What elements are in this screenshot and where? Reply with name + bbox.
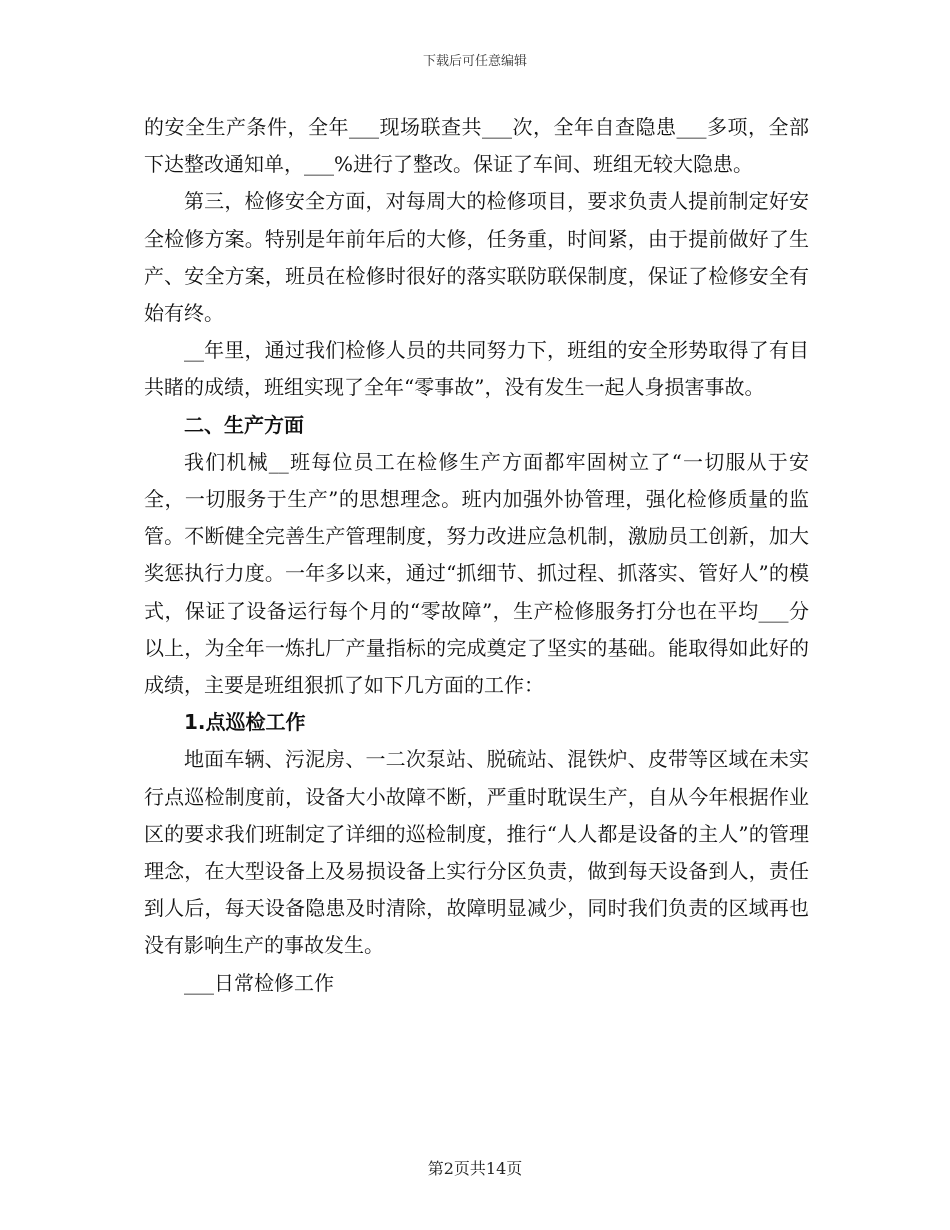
subheading-daily-maintenance: ___日常检修工作	[184, 970, 334, 995]
subheading-patrol-inspection: 1.点巡检工作	[184, 710, 306, 735]
document-body	[144, 109, 809, 1002]
page-header-note: 下载后可任意编辑	[422, 54, 527, 69]
paragraph-production: 我们机械__班每位员工在检修生产方面都牢固树立了“一切服从于安全，一切服务于生产”的思想理念。班内加强外协管理，强化检修质量的监管。不断健全完善生产管理制度，努力改进应急机制，激励员工创新，加大奖惩执行力度。一年多以来，通过“抓细节、抓过程、抓落实、管好人”的模式，保证了设备运行每个月的“零故障”，生产检修服务打分也在平均___分以上，为全年一炼扎厂产量指标的完成奠定了坚实的基础。能取得如此好的成绩，主要是班组狠抓了如下几方面的工作：	[144, 449, 809, 698]
paragraph-year-summary: __年里，通过我们检修人员的共同努力下，班组的安全形势取得了有目共睹的成绩，班组实现了全年“零事故”，没有发生一起人身损害事故。	[144, 338, 809, 400]
page-number: 第2页共14页	[427, 1159, 523, 1178]
paragraph-safety-conditions: 的安全生产条件，全年___现场联查共___次，全年自查隐患___多项，全部下达整改通知单，___%进行了整改。保证了车间、班组无较大隐患。	[144, 115, 809, 177]
paragraph-patrol-inspection: 地面车辆、污泥房、一二次泵站、脱硫站、混铁炉、皮带等区域在未实行点巡检制度前，设备大小故障不断，严重时耽误生产，自从今年根据作业区的要求我们班制定了详细的巡检制度，推行“人人都是设备的主人”的管理理念，在大型设备上及易损设备上实行分区负责，做到每天设备到人，责任到人后，每天设备隐患及时清除，故障明显减少，同时我们负责的区域再也没有影响生产的事故发生。	[144, 747, 809, 958]
section-heading-production: 二、生产方面	[184, 412, 304, 437]
paragraph-maintenance-safety: 第三，检修安全方面，对每周大的检修项目，要求负责人提前制定好安全检修方案。特别是年前年后的大修，任务重，时间紧，由于提前做好了生产、安全方案，班员在检修时很好的落实联防联保制度，保证了检修安全有始有终。	[144, 189, 809, 326]
